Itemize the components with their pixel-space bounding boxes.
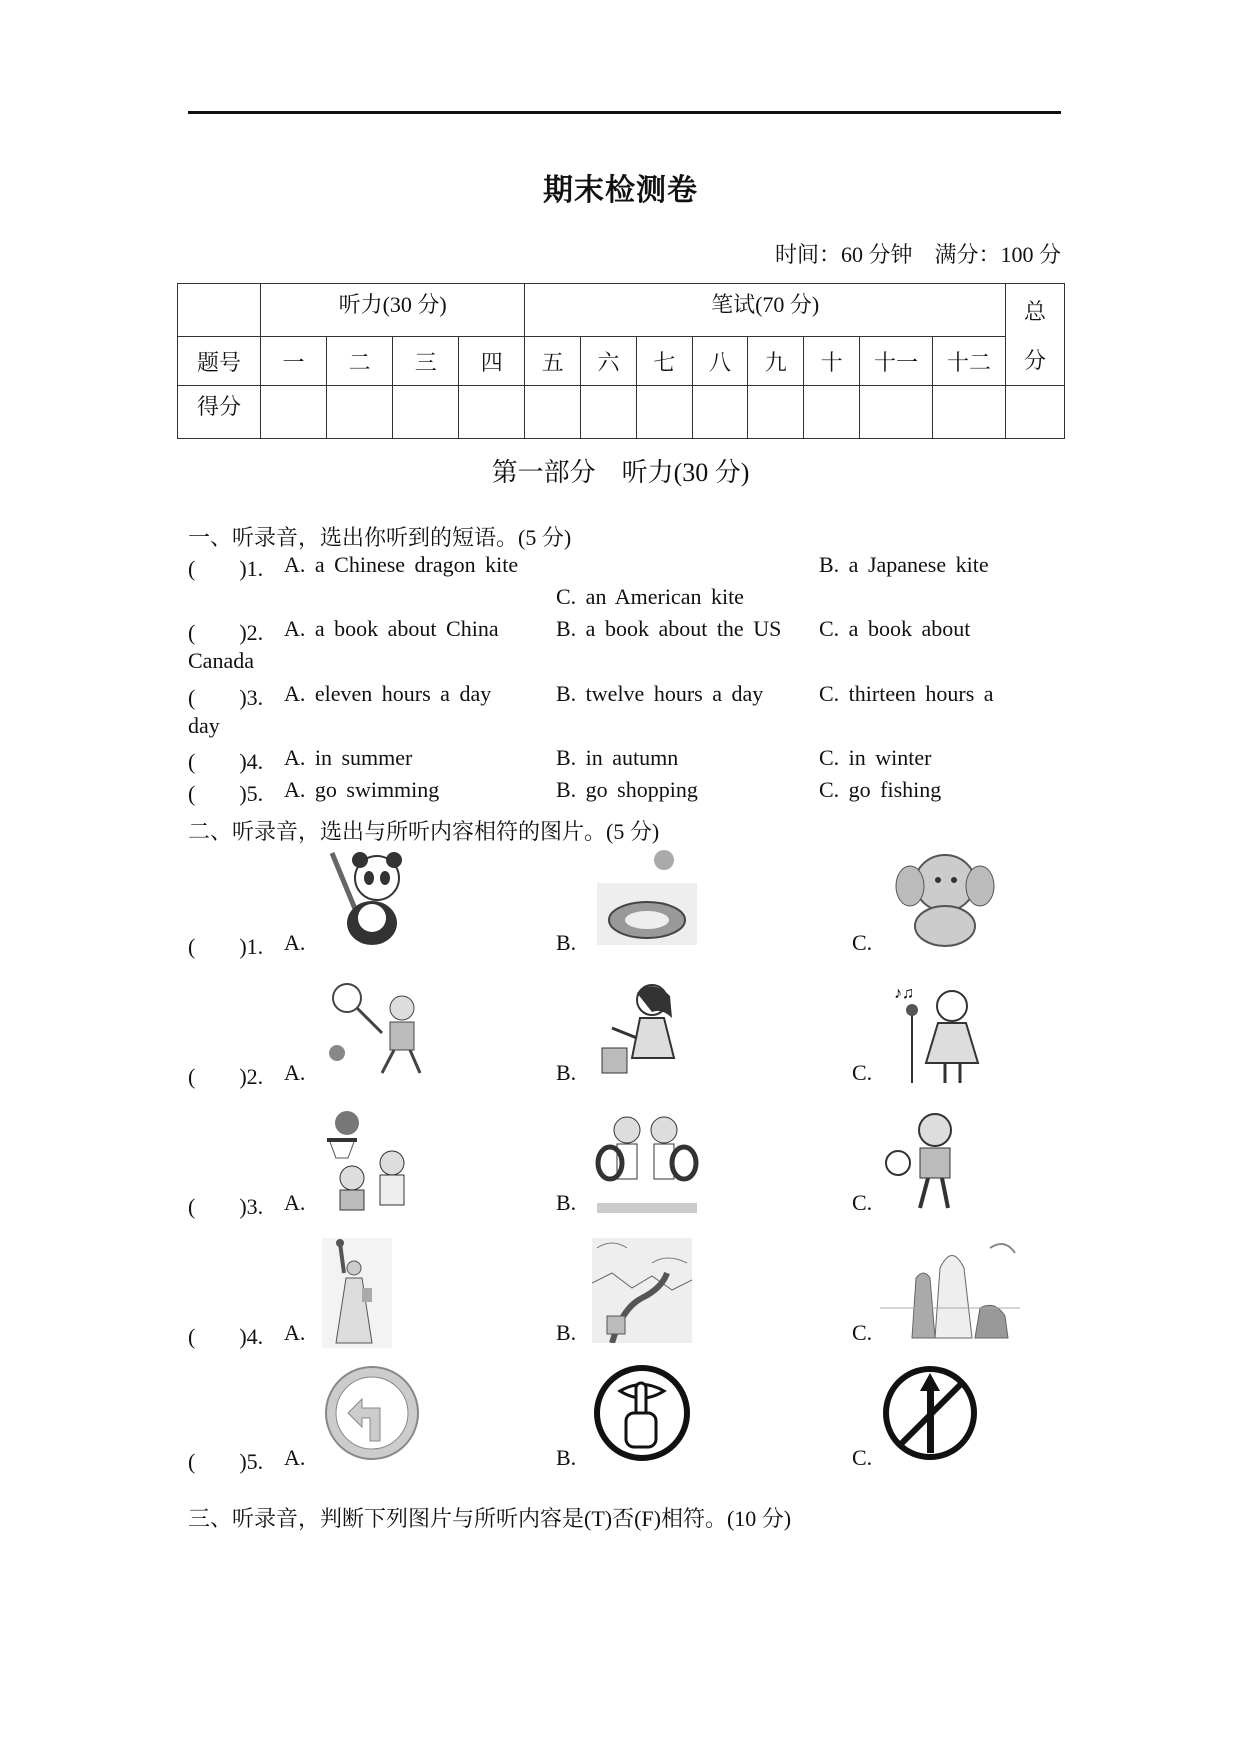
- score-entry-cell[interactable]: [327, 386, 393, 439]
- option-wrap: day: [188, 713, 220, 738]
- number-label: 题号: [178, 337, 261, 386]
- rock-landmark-icon[interactable]: [880, 1238, 1020, 1348]
- score-entry-cell[interactable]: [393, 386, 459, 439]
- question-number-cell: 四: [459, 337, 525, 386]
- quiet-sign-icon[interactable]: [592, 1363, 692, 1468]
- score-entry-cell[interactable]: [933, 386, 1006, 439]
- option-b: B. go shopping: [556, 777, 698, 802]
- elephant-icon[interactable]: [890, 848, 1000, 953]
- option-c-label: C.: [852, 1445, 873, 1470]
- option-a-label: A.: [284, 1190, 306, 1215]
- score-entry-cell[interactable]: [636, 386, 692, 439]
- total-char-1: 总: [1023, 298, 1046, 324]
- snake-icon[interactable]: [592, 848, 702, 953]
- option-b-label: B.: [556, 1445, 577, 1470]
- option-b: B. twelve hours a day: [556, 681, 764, 706]
- answer-bracket[interactable]: ( )2.: [188, 1064, 264, 1089]
- answer-bracket[interactable]: ( )1.: [188, 934, 264, 959]
- option-a-label: A.: [284, 1320, 306, 1345]
- football-boy-icon[interactable]: [880, 1108, 970, 1223]
- section2-title: 二、听录音，选出与所听内容相符的图片。(5 分): [188, 819, 660, 844]
- answer-bracket[interactable]: ( )4.: [188, 749, 264, 774]
- answer-bracket[interactable]: ( )1.: [188, 556, 264, 581]
- listening-header: 听力(30 分): [261, 284, 525, 337]
- option-c-label: C.: [852, 1060, 873, 1085]
- score-label: 得分: [178, 386, 261, 439]
- option-a: A. eleven hours a day: [284, 681, 492, 706]
- score-entry-cell[interactable]: [692, 386, 748, 439]
- score-entry-cell[interactable]: [860, 386, 933, 439]
- question-number-cell: 六: [581, 337, 637, 386]
- question-number-cell: 一: [261, 337, 327, 386]
- question-number-cell: 九: [748, 337, 804, 386]
- basketball-icon[interactable]: [322, 1108, 432, 1223]
- option-c: C. an American kite: [556, 584, 744, 609]
- time-info: 时间：60 分钟 满分：100 分: [774, 242, 1061, 267]
- option-a: A. a Chinese dragon kite: [284, 552, 519, 577]
- total-header: [1006, 284, 1065, 386]
- option-a-label: A.: [284, 1060, 306, 1085]
- swimming-kids-icon[interactable]: [592, 1108, 702, 1223]
- question-number-cell: 三: [393, 337, 459, 386]
- option-c-label: C.: [852, 1320, 873, 1345]
- score-entry-cell[interactable]: [804, 386, 860, 439]
- option-b-label: B.: [556, 1320, 577, 1345]
- answer-bracket[interactable]: ( )4.: [188, 1324, 264, 1349]
- question-number-cell: 十一: [860, 337, 933, 386]
- option-c-label: C.: [852, 1190, 873, 1215]
- question-number-cell: 七: [636, 337, 692, 386]
- turn-left-sign-icon[interactable]: [322, 1363, 422, 1468]
- answer-bracket[interactable]: ( )5.: [188, 1449, 264, 1474]
- svg-text:♪♫: ♪♫: [894, 985, 914, 1002]
- option-c: C. go fishing: [819, 777, 942, 802]
- option-c-label: C.: [852, 930, 873, 955]
- score-entry-cell[interactable]: [581, 386, 637, 439]
- option-a-label: A.: [284, 930, 306, 955]
- option-b-label: B.: [556, 1190, 577, 1215]
- score-table: [177, 283, 1065, 439]
- score-entry-cell[interactable]: [261, 386, 327, 439]
- answer-bracket[interactable]: ( )3.: [188, 1194, 264, 1219]
- section1-title: 一、听录音，选出你听到的短语。(5 分): [188, 525, 572, 550]
- option-b-label: B.: [556, 1060, 577, 1085]
- question-number-cell: 十二: [933, 337, 1006, 386]
- blank-cell: [178, 284, 261, 337]
- total-char-2: 分: [1023, 347, 1046, 373]
- option-b: B. a Japanese kite: [819, 552, 989, 577]
- score-entry-cell[interactable]: [748, 386, 804, 439]
- question-number-cell: 五: [525, 337, 581, 386]
- great-wall-icon[interactable]: [592, 1238, 692, 1348]
- question-number-cell: 八: [692, 337, 748, 386]
- answer-bracket[interactable]: ( )5.: [188, 781, 264, 806]
- option-c: C. thirteen hours a: [819, 681, 994, 706]
- question-number-cell: 十: [804, 337, 860, 386]
- question-number-cell: 二: [327, 337, 393, 386]
- header-rule: [188, 111, 1061, 114]
- score-entry-cell[interactable]: [459, 386, 525, 439]
- score-entry-cell[interactable]: [525, 386, 581, 439]
- answer-bracket[interactable]: ( )3.: [188, 685, 264, 710]
- panda-icon[interactable]: [322, 848, 412, 953]
- catching-butterflies-icon[interactable]: [322, 978, 432, 1083]
- option-a: A. go swimming: [284, 777, 440, 802]
- sweeping-girl-icon[interactable]: [592, 978, 702, 1093]
- option-b: B. in autumn: [556, 745, 679, 770]
- total-score-cell[interactable]: [1006, 386, 1065, 439]
- answer-bracket[interactable]: ( )2.: [188, 620, 264, 645]
- no-straight-sign-icon[interactable]: [880, 1363, 980, 1468]
- statue-of-liberty-icon[interactable]: [322, 1238, 392, 1353]
- option-wrap: Canada: [188, 648, 254, 673]
- option-c: C. in winter: [819, 745, 932, 770]
- singing-girl-icon[interactable]: [890, 978, 1000, 1093]
- option-b-label: B.: [556, 930, 577, 955]
- option-a: A. in summer: [284, 745, 413, 770]
- option-c: C. a book about: [819, 616, 971, 641]
- writing-header: 笔试(70 分): [525, 284, 1006, 337]
- page-title: 期末检测卷: [543, 173, 698, 208]
- option-a: A. a book about China: [284, 616, 499, 641]
- section3-title: 三、听录音，判断下列图片与所听内容是(T)否(F)相符。(10 分): [188, 1506, 792, 1531]
- option-a-label: A.: [284, 1445, 306, 1470]
- part1-title: 第一部分 听力(30 分): [491, 458, 750, 487]
- option-b: B. a book about the US: [556, 616, 782, 641]
